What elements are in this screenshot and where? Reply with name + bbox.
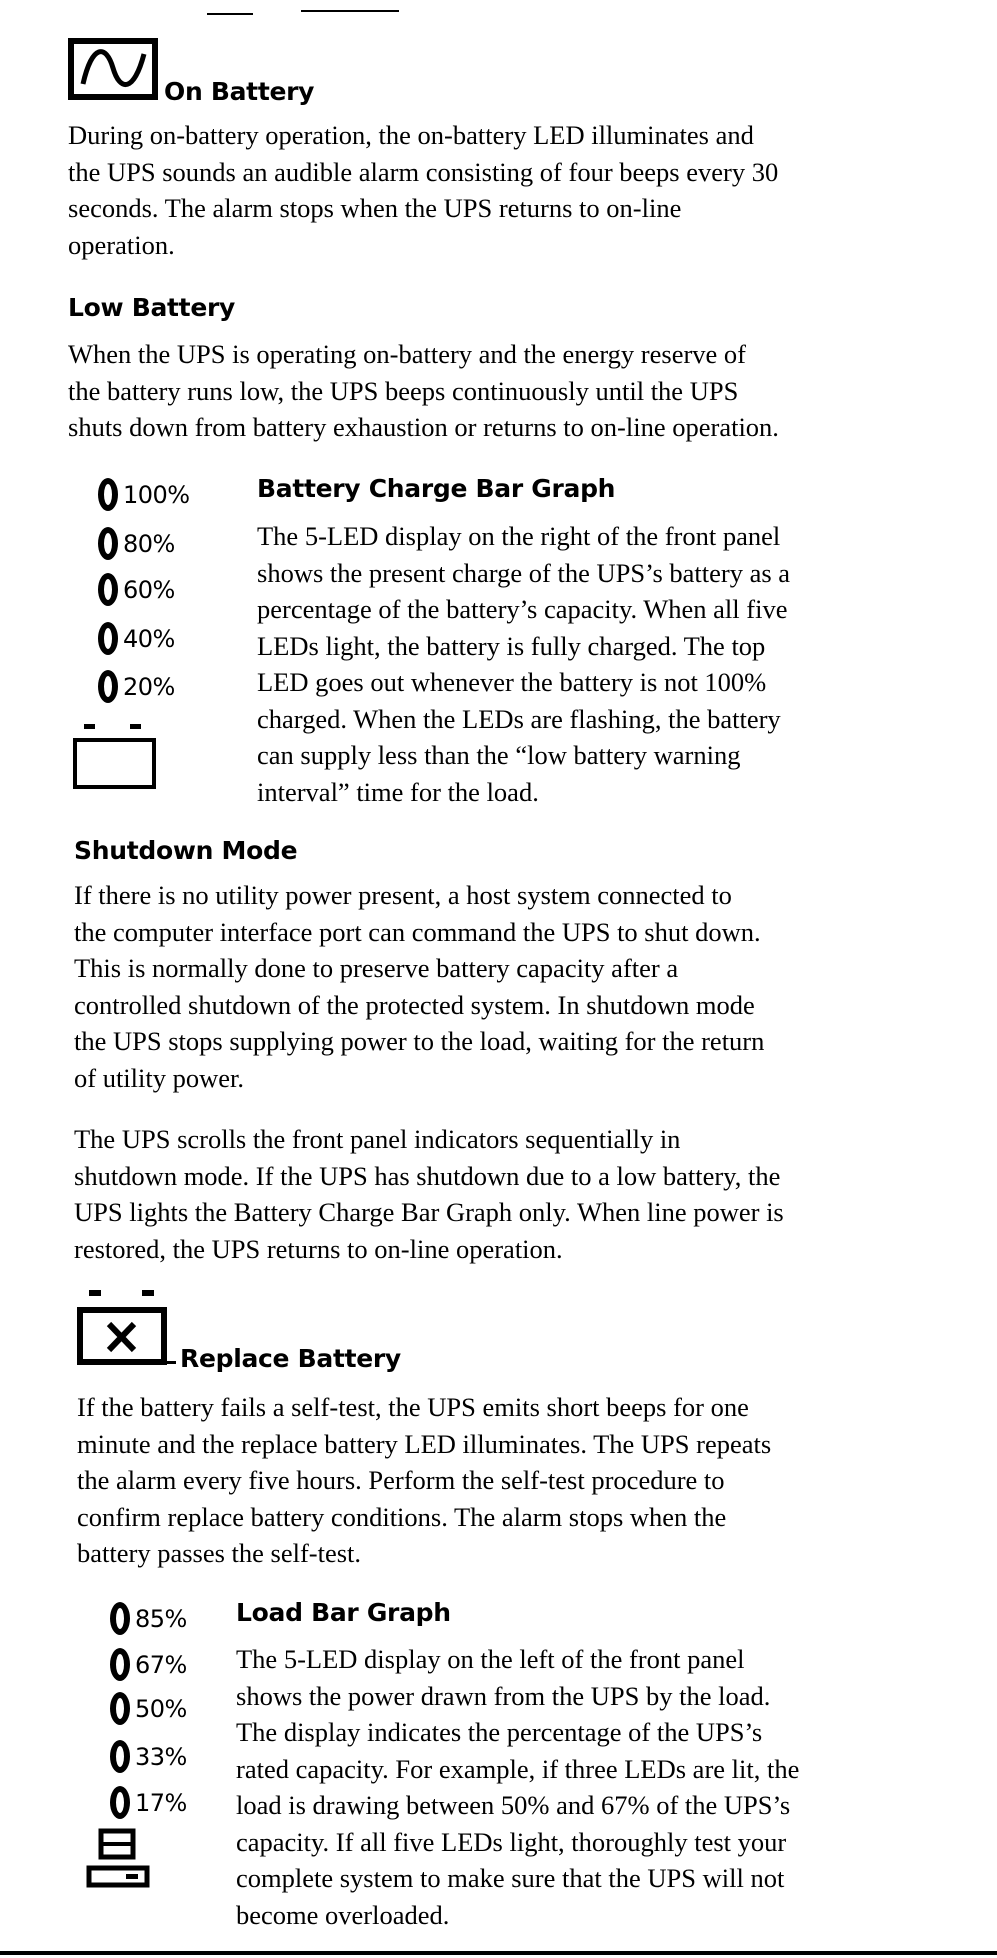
battery-charge-heading: Battery Charge Bar Graph xyxy=(257,474,616,503)
on-battery-text: During on-battery operation, the on-battery LED illuminates and the UPS sounds an audible alarm consisting of four beeps every 30 seconds. The alarm stops when the UPS returns to on-line operation. xyxy=(68,120,779,260)
low-battery-heading: Low Battery xyxy=(68,293,236,322)
led-indicator-icon xyxy=(98,670,118,703)
top-rule xyxy=(301,10,399,12)
led-indicator-icon xyxy=(110,1648,130,1681)
battery-charge-text: The 5-LED display on the right of the front panel shows the present charge of the UPS’s battery as a percentage of the battery’s capacity. When all five LEDs light, the battery is fully charged. The top LED goes out whenever the battery is not 100% charged. When the LEDs are flashing, the battery can supply less than the “low battery warning interval” time for the load. xyxy=(257,521,791,807)
load-level-85: 85% xyxy=(110,1602,187,1635)
load-level-33: 33% xyxy=(110,1740,187,1773)
charge-level-20: 20% xyxy=(98,670,175,703)
led-indicator-icon xyxy=(110,1602,130,1635)
battery-icon xyxy=(72,724,162,790)
charge-level-60: 60% xyxy=(98,573,175,606)
shutdown-mode-paragraph-1: If there is no utility power present, a host system connected to the computer interface port can command the UPS to shut down. This is normally done to preserve battery capacity after a controlled shutdown of the protected system. In shutdown mode the UPS stops supplying power to the load, waiting for the return of utility power. xyxy=(74,880,765,1093)
load-bar-text: The 5-LED display on the left of the front panel shows the power drawn from the UPS by the load. The display indicates the percentage of the UPS’s rated capacity. For example, if three LEDs are lit, the load is drawing between 50% and 67% of the UPS’s capacity. If all five LEDs light, thoroughly test your complete system to make sure that the UPS will not become overloaded. xyxy=(236,1644,800,1930)
bottom-rule xyxy=(0,1951,997,1955)
replace-battery-text: If the battery fails a self-test, the UPS emits short beeps for one minute and the replace battery LED illuminates. The UPS repeats the alarm every five hours. Perform the self-test procedure to confirm replace battery conditions. The alarm stops when the battery passes the self-test. xyxy=(77,1392,772,1568)
load-bar-heading: Load Bar Graph xyxy=(236,1598,451,1627)
led-indicator-icon xyxy=(110,1740,130,1773)
load-level-17: 17% xyxy=(110,1786,187,1819)
sine-wave-icon xyxy=(68,38,160,102)
load-level-50: 50% xyxy=(110,1692,187,1725)
top-rule xyxy=(207,13,253,15)
replace-battery-heading: Replace Battery xyxy=(180,1344,401,1373)
battery-x-icon xyxy=(77,1290,177,1370)
led-indicator-icon xyxy=(110,1692,130,1725)
led-indicator-icon xyxy=(98,527,118,560)
on-battery-heading: On Battery xyxy=(164,77,315,106)
charge-level-80: 80% xyxy=(98,527,175,560)
shutdown-mode-paragraph-2: The UPS scrolls the front panel indicators sequentially in shutdown mode. If the UPS has shutdown due to a low battery, the UPS lights the Battery Charge Bar Graph only. When line power is restored, the UPS returns to on-line operation. xyxy=(74,1124,784,1264)
low-battery-text: When the UPS is operating on-battery and the energy reserve of the battery runs low, the UPS beeps continuously until the UPS shuts down from battery exhaustion or returns to on-line operation. xyxy=(68,339,779,442)
load-icon xyxy=(86,1828,166,1892)
led-indicator-icon xyxy=(110,1786,130,1819)
shutdown-mode-heading: Shutdown Mode xyxy=(74,836,298,865)
load-level-67: 67% xyxy=(110,1648,187,1681)
led-indicator-icon xyxy=(98,622,118,655)
charge-level-100: 100% xyxy=(98,478,190,511)
led-indicator-icon xyxy=(98,478,118,511)
led-indicator-icon xyxy=(98,573,118,606)
charge-level-40: 40% xyxy=(98,622,175,655)
